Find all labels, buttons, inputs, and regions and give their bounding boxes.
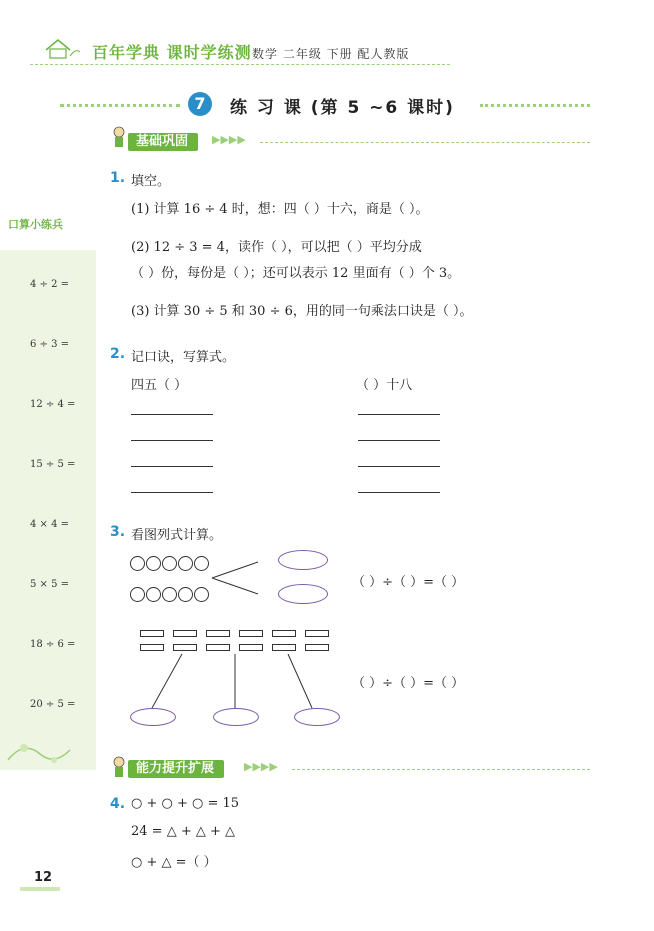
page-number: 12	[34, 870, 53, 885]
arrow-chevrons-icon: ▶▶▶▶	[212, 133, 246, 146]
q1-line-1: (1) 计算 16 ÷ 4 时，想：四（ ）十六，商是（ ）。	[131, 202, 429, 217]
house-logo-icon	[42, 36, 82, 60]
answer-line[interactable]	[131, 492, 213, 493]
sidebar-item: 4 × 4 =	[30, 519, 70, 530]
sidebar-item: 6 ÷ 3 =	[30, 339, 70, 350]
header-subtitle: 数学 二年级 下册 配人教版	[252, 47, 410, 61]
mascot-icon	[110, 126, 128, 150]
sidebar-item: 20 ÷ 5 =	[30, 699, 76, 710]
q3-equation-1: （ ）÷（ ）=（ ）	[352, 575, 465, 590]
answer-ellipse[interactable]	[130, 708, 176, 726]
mascot-icon	[110, 756, 128, 780]
q4-line-1: ○ + ○ + ○ = 15	[131, 796, 240, 811]
circle-shape	[130, 556, 145, 571]
header-divider	[30, 64, 450, 66]
answer-ellipse[interactable]	[213, 708, 259, 726]
lesson-title: 练 习 课 (第 5 ~6 课时)	[230, 98, 455, 118]
q2-left-prompt: 四五（ ）	[131, 378, 188, 393]
answer-line[interactable]	[358, 492, 440, 493]
answer-line[interactable]	[358, 414, 440, 415]
sidebar-item: 12 ÷ 4 =	[30, 399, 76, 410]
sidebar-item: 15 ÷ 5 =	[30, 459, 76, 470]
circle-shape	[178, 556, 193, 571]
vine-decoration-icon	[4, 730, 74, 770]
section-basic-rule	[260, 142, 590, 143]
answer-line[interactable]	[358, 440, 440, 441]
q3-number: 3.	[110, 524, 126, 540]
q4-number: 4.	[110, 796, 126, 812]
sidebar-item: 4 ÷ 2 =	[30, 279, 70, 290]
circle-shape	[146, 587, 161, 602]
q3-title: 看图列式计算。	[131, 528, 223, 543]
sidebar-label: 口算小练兵	[8, 218, 63, 231]
q1-line-4: (3) 计算 30 ÷ 5 和 30 ÷ 6，用的同一句乘法口诀是（ ）。	[131, 304, 473, 319]
answer-line[interactable]	[358, 466, 440, 467]
q3-equation-2: （ ）÷（ ）=（ ）	[352, 676, 465, 691]
q1-line-3: （ ）份，每份是（ ）；还可以表示 12 里面有（ ）个 3。	[131, 266, 461, 281]
q2-title: 记口诀，写算式。	[131, 350, 236, 365]
q1-number: 1.	[110, 170, 126, 186]
lesson-number-badge: 7	[188, 92, 212, 116]
answer-line[interactable]	[131, 440, 213, 441]
circle-shape	[162, 556, 177, 571]
right-dotted-rule	[480, 104, 590, 107]
q2-right-prompt: （ ）十八	[356, 378, 413, 393]
answer-ellipse[interactable]	[278, 584, 328, 604]
q4-line-2: 24 = △ + △ + △	[131, 824, 236, 839]
circle-shape	[146, 556, 161, 571]
sidebar-item: 5 × 5 =	[30, 579, 70, 590]
section-advanced-tag: 能力提升扩展	[128, 760, 224, 778]
circle-shape	[178, 587, 193, 602]
circle-shape	[162, 587, 177, 602]
circles-figure	[130, 550, 350, 610]
q4-line-3: ○ + △ =（ ）	[131, 855, 217, 870]
answer-line[interactable]	[131, 466, 213, 467]
answer-ellipse[interactable]	[278, 550, 328, 570]
page-number-underline	[20, 887, 60, 891]
section-advanced-rule	[292, 769, 590, 770]
answer-ellipse[interactable]	[294, 708, 340, 726]
circle-shape	[194, 587, 209, 602]
q1-line-2: (2) 12 ÷ 3 = 4，读作（ ），可以把（ ）平均分成	[131, 240, 422, 255]
arrow-chevrons-icon: ▶▶▶▶	[244, 760, 278, 773]
lesson-title-bar	[60, 92, 590, 118]
left-dotted-rule	[60, 104, 180, 107]
q1-title: 填空。	[131, 174, 171, 189]
sidebar-item: 18 ÷ 6 =	[30, 639, 76, 650]
header-brand: 百年学典 课时学练测	[92, 43, 252, 62]
q2-number: 2.	[110, 346, 126, 362]
section-basic-tag: 基础巩固	[128, 133, 198, 151]
mental-math-sidebar	[0, 250, 96, 770]
circle-shape	[130, 587, 145, 602]
answer-line[interactable]	[131, 414, 213, 415]
circle-shape	[194, 556, 209, 571]
